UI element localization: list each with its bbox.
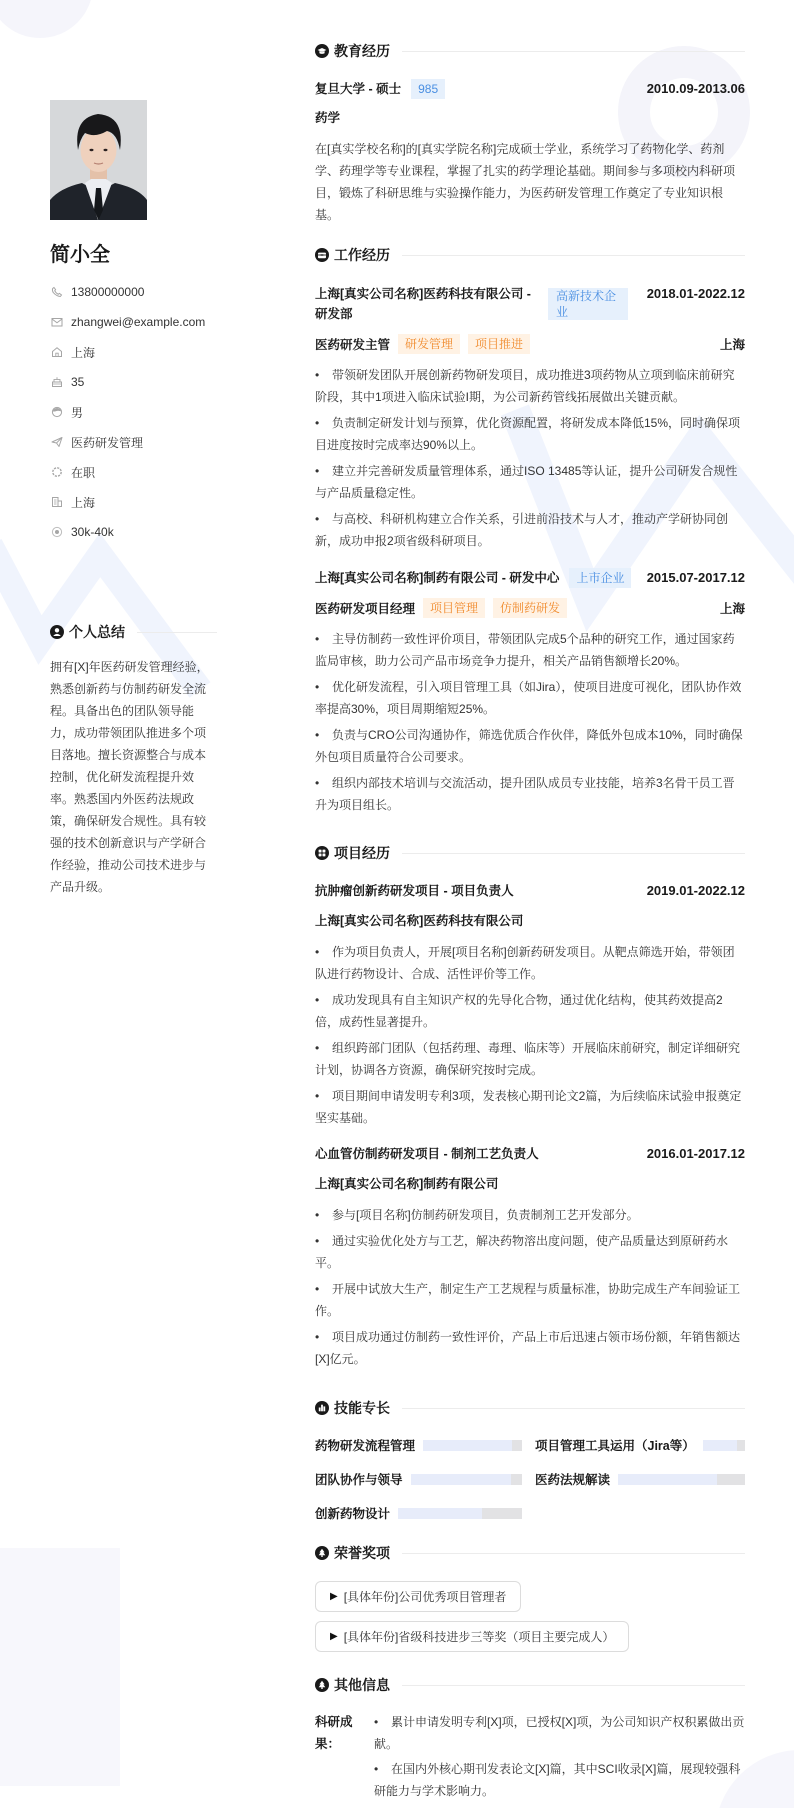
bullet-icon: • xyxy=(315,416,320,430)
skill-label: 团队协作与领导 xyxy=(315,1473,403,1487)
bar-chart-icon xyxy=(315,1401,329,1415)
list-item xyxy=(374,1711,745,1755)
caret-right-icon: ▶ xyxy=(330,1631,338,1642)
list-item xyxy=(315,772,745,816)
mail-icon xyxy=(51,316,63,328)
bullet-text: 参与[项目名称]仿制药研发项目，负责制剂工艺开发部分。 xyxy=(332,1208,639,1222)
project-company: 上海[真实公司名称]医药科技有限公司 xyxy=(315,914,524,928)
info-phone xyxy=(50,282,217,302)
info-email-value: zhangwei@example.com xyxy=(71,315,206,329)
grid-icon xyxy=(315,846,329,860)
role-title: 医药研发项目经理 xyxy=(315,602,416,616)
list-item xyxy=(315,1230,745,1274)
bullet-text: 开展中试放大生产，制定生产工艺规程与质量标准，协助完成生产车间验证工作。 xyxy=(315,1282,741,1318)
work-bullets xyxy=(315,364,745,552)
skill-label: 创新药物设计 xyxy=(315,1507,391,1521)
work-entry xyxy=(315,284,745,552)
phone-icon xyxy=(51,286,63,298)
work-entry-header xyxy=(315,568,745,588)
bullet-text: 带领研发团队开展创新药物研发项目，成功推进3项药物从立项到临床前研究阶段，其中1项进入临床试验I期，为公司新药管线拓展做出关键贡献。 xyxy=(315,368,735,404)
skill-item xyxy=(315,1469,522,1489)
bullet-icon: • xyxy=(374,1715,379,1729)
list-item xyxy=(374,1758,745,1802)
bullet-icon: • xyxy=(315,1208,320,1222)
gender-icon xyxy=(51,406,63,418)
bullet-text: 通过实验优化处方与工艺，解决药物溶出度问题，使产品质量达到原研药水平。 xyxy=(315,1234,729,1270)
divider xyxy=(402,1553,745,1554)
summary-title: 个人总结 xyxy=(69,624,125,640)
skill-label: 项目管理工具运用（Jira等） xyxy=(535,1439,695,1453)
award-item[interactable] xyxy=(315,1581,521,1612)
info-gender xyxy=(50,402,217,422)
info-job-intent-value: 医药研发管理 xyxy=(71,435,144,450)
tree-icon xyxy=(315,1678,329,1692)
bullet-text: 成功发现具有自主知识产权的先导化合物，通过优化结构，使其药效提高2倍，成药性显著提升。 xyxy=(315,993,723,1029)
bullet-text: 主导仿制药一致性评价项目，带领团队完成5个品种的研究工作，通过国家药监局审核，助力公司产品市场竞争力提升，相关产品销售额增长20%。 xyxy=(315,632,735,668)
list-item xyxy=(315,412,745,456)
bullet-icon: • xyxy=(315,945,320,959)
role-title: 医药研发主管 xyxy=(315,338,391,352)
list-item xyxy=(315,676,745,720)
skill-bar xyxy=(703,1440,745,1451)
list-item xyxy=(315,989,745,1033)
work-location: 上海 xyxy=(719,602,745,616)
education-section xyxy=(315,41,745,226)
award-icon xyxy=(315,1546,329,1560)
skill-bar xyxy=(411,1474,522,1485)
project-bullets xyxy=(315,1204,745,1370)
list-item xyxy=(315,724,745,768)
award-text: [具体年份]省级科技进步三等奖（项目主要完成人） xyxy=(343,1630,615,1644)
bullet-icon: • xyxy=(315,1089,320,1103)
bullet-icon: • xyxy=(315,1234,320,1248)
projects-title: 项目经历 xyxy=(334,845,390,861)
award-text: [具体年份]公司优秀项目管理者 xyxy=(343,1590,507,1604)
company-tag: 高新技术企业 xyxy=(548,288,628,320)
project-date: 2019.01-2022.12 xyxy=(646,883,745,898)
work-bullets xyxy=(315,628,745,816)
list-item xyxy=(315,1204,745,1226)
honors-title: 荣誉奖项 xyxy=(334,1545,390,1561)
info-location xyxy=(50,342,217,362)
bullet-text: 在国内外核心期刊发表论文[X]篇，其中SCI收录[X]篇，展现较强科研能力与学术影响力。 xyxy=(374,1762,741,1798)
info-salary-value: 30k-40k xyxy=(71,525,114,539)
info-status xyxy=(50,462,217,482)
school-tag: 985 xyxy=(411,79,445,99)
list-item xyxy=(315,1326,745,1370)
bullet-icon: • xyxy=(315,368,320,382)
bullet-icon: • xyxy=(374,1762,379,1776)
education-description: 在[真实学校名称]的[真实学院名称]完成硕士学业，系统学习了药物化学、药剂学、药理学等专业课程，掌握了扎实的药学理论基础。期间参与多项校内科研项目，锻炼了科研思维与实验操作能力，为医药研发管理工作奠定了专业知识根基。 xyxy=(315,142,736,222)
skill-bar-fill xyxy=(411,1474,511,1485)
projects-section-header xyxy=(315,843,745,863)
honors-section xyxy=(315,1543,745,1652)
role-tag: 研发管理 xyxy=(398,334,460,354)
caret-right-icon: ▶ xyxy=(330,1591,338,1602)
project-entry-header xyxy=(315,1144,745,1164)
role-tag: 项目管理 xyxy=(423,598,485,618)
salary-icon xyxy=(51,526,63,538)
bullet-icon: • xyxy=(315,1041,320,1055)
bullet-icon: • xyxy=(315,993,320,1007)
role-row xyxy=(315,598,745,618)
skill-label: 医药法规解读 xyxy=(535,1473,611,1487)
company-name: 上海[真实公司名称]医药科技有限公司 - 研发部 xyxy=(315,287,531,321)
user-icon xyxy=(50,625,64,639)
other-info-section xyxy=(315,1675,745,1802)
list-item xyxy=(315,1037,745,1081)
projects-section xyxy=(315,843,745,1370)
company-tag: 上市企业 xyxy=(569,568,631,588)
list-item xyxy=(315,941,745,985)
education-entry-header xyxy=(315,79,745,99)
company-name: 上海[真实公司名称]制药有限公司 - 研发中心 xyxy=(315,571,560,585)
briefcase-icon xyxy=(315,248,329,262)
role-tag: 项目推进 xyxy=(468,334,530,354)
skill-bar xyxy=(398,1508,522,1519)
info-phone-value: 13800000000 xyxy=(71,285,145,299)
research-achievements xyxy=(315,1711,745,1802)
project-entry xyxy=(315,1144,745,1370)
awards-list xyxy=(315,1581,745,1652)
sidebar xyxy=(50,100,217,898)
bullet-text: 组织内部技术培训与交流活动，提升团队成员专业技能，培养3名骨干员工晋升为项目组长。 xyxy=(315,776,735,812)
project-entry xyxy=(315,881,745,1129)
bullet-text: 组织跨部门团队（包括药理、毒理、临床等）开展临床前研究，制定详细研究计划，协调各方资源，确保研究按时完成。 xyxy=(315,1041,741,1077)
skill-label: 药物研发流程管理 xyxy=(315,1439,416,1453)
research-list xyxy=(374,1711,745,1802)
list-item xyxy=(315,1085,745,1129)
honors-section-header xyxy=(315,1543,745,1563)
divider xyxy=(137,632,217,633)
bullet-icon: • xyxy=(315,728,320,742)
skill-item xyxy=(535,1435,745,1455)
work-section xyxy=(315,245,745,816)
info-location-value: 上海 xyxy=(71,345,96,360)
divider xyxy=(402,853,745,854)
building-icon xyxy=(51,496,63,508)
project-name: 心血管仿制药研发项目 - 制剂工艺负责人 xyxy=(315,1147,539,1161)
project-entry-header xyxy=(315,881,745,901)
info-email xyxy=(50,312,217,332)
skill-bar-fill xyxy=(398,1508,482,1519)
bullet-text: 与高校、科研机构建立合作关系，引进前沿技术与人才，推动产学研协同创新，成功申报2项省级科研项目。 xyxy=(315,512,729,548)
graduation-cap-icon xyxy=(315,44,329,58)
education-entry xyxy=(315,79,745,226)
education-date: 2010.09-2013.06 xyxy=(646,81,745,96)
education-section-header xyxy=(315,41,745,61)
skill-bar-fill xyxy=(618,1474,717,1485)
work-section-header xyxy=(315,245,745,265)
candidate-name: 简小全 xyxy=(50,244,110,266)
research-label: 科研成果： xyxy=(315,1715,353,1751)
project-date: 2016.01-2017.12 xyxy=(646,1146,745,1161)
work-entry xyxy=(315,568,745,816)
summary-section-header xyxy=(50,622,217,642)
education-title: 教育经历 xyxy=(334,43,390,59)
work-location: 上海 xyxy=(719,338,745,352)
divider xyxy=(402,255,745,256)
skill-bar-fill xyxy=(703,1440,737,1451)
skill-bar xyxy=(618,1474,745,1485)
bullet-icon: • xyxy=(315,1330,320,1344)
info-age xyxy=(50,372,217,392)
main-content xyxy=(315,41,745,1802)
skill-bar xyxy=(423,1440,522,1451)
status-icon xyxy=(51,466,63,478)
bullet-icon: • xyxy=(315,464,320,478)
info-job-intent xyxy=(50,432,217,452)
skill-item xyxy=(315,1503,522,1523)
info-salary xyxy=(50,522,217,542)
list-item xyxy=(315,1278,745,1322)
education-major: 药学 xyxy=(315,111,341,125)
project-bullets xyxy=(315,941,745,1129)
bullet-icon: • xyxy=(315,1282,320,1296)
bullet-text: 作为项目负责人，开展[项目名称]创新药研发项目。从靶点筛选开始，带领团队进行药物设计、合成、活性评价等工作。 xyxy=(315,945,735,981)
paper-plane-icon xyxy=(51,436,63,448)
project-company: 上海[真实公司名称]制药有限公司 xyxy=(315,1177,499,1191)
role-tag: 仿制药研发 xyxy=(493,598,567,618)
divider xyxy=(402,51,745,52)
home-icon xyxy=(51,346,63,358)
other-info-title: 其他信息 xyxy=(334,1677,390,1693)
bullet-text: 负责制定研发计划与预算，优化资源配置，将研发成本降低15%，同时确保项目进度按时完成率达90%以上。 xyxy=(315,416,741,452)
skill-item xyxy=(535,1469,745,1489)
profile-photo xyxy=(50,100,147,220)
work-entry-header xyxy=(315,284,745,324)
other-info-section-header xyxy=(315,1675,745,1695)
bullet-text: 累计申请发明专利[X]项，已授权[X]项，为公司知识产权积累做出贡献。 xyxy=(374,1715,745,1751)
bullet-icon: • xyxy=(315,680,320,694)
award-item[interactable] xyxy=(315,1621,629,1652)
list-item xyxy=(315,628,745,672)
project-name: 抗肿瘤创新药研发项目 - 项目负责人 xyxy=(315,884,514,898)
bullet-icon: • xyxy=(315,776,320,790)
bullet-text: 项目期间申请发明专利3项，发表核心期刊论文2篇，为后续临床试验申报奠定坚实基础。 xyxy=(315,1089,742,1125)
work-date: 2015.07-2017.12 xyxy=(646,570,745,585)
bullet-text: 负责与CRO公司沟通协作，筛选优质合作伙伴，降低外包成本10%，同时确保外包项目质量符合公司要求。 xyxy=(315,728,743,764)
age-icon xyxy=(51,376,63,388)
skills-title: 技能专长 xyxy=(334,1400,390,1416)
info-city-value: 上海 xyxy=(71,495,96,510)
summary-text: 拥有[X]年医药研发管理经验，熟悉创新药与仿制药研发全流程。具备出色的团队领导能力，成功带领团队推进多个项目落地。擅长资源整合与成本控制，优化研发流程提升效率。熟悉国内外医药法规政策，确保研发合规性。具有较强的技术创新意识与产学研合作经验，推动公司技术进步与产品升级。 xyxy=(50,660,209,894)
skill-bar-fill xyxy=(423,1440,512,1451)
info-city xyxy=(50,492,217,512)
list-item xyxy=(315,508,745,552)
bullet-icon: • xyxy=(315,512,320,526)
info-age-value: 35 xyxy=(71,375,85,389)
role-row xyxy=(315,334,745,354)
list-item xyxy=(315,460,745,504)
divider xyxy=(402,1685,745,1686)
contact-info-list xyxy=(50,282,217,542)
bullet-icon: • xyxy=(315,632,320,646)
skills-section xyxy=(315,1398,745,1523)
info-gender-value: 男 xyxy=(71,405,84,420)
school-name: 复旦大学 - 硕士 xyxy=(315,82,402,96)
bullet-text: 优化研发流程，引入项目管理工具（如Jira），使项目进度可视化，团队协作效率提高30%，项目周期缩短25%。 xyxy=(315,680,742,716)
info-status-value: 在职 xyxy=(71,465,96,480)
skills-section-header xyxy=(315,1398,745,1418)
list-item xyxy=(315,364,745,408)
work-date: 2018.01-2022.12 xyxy=(646,286,745,301)
bullet-text: 项目成功通过仿制药一致性评价，产品上市后迅速占领市场份额，年销售额达[X]亿元。 xyxy=(315,1330,741,1366)
skill-item xyxy=(315,1435,522,1455)
divider xyxy=(402,1408,745,1409)
bullet-text: 建立并完善研发质量管理体系，通过ISO 13485等认证，提升公司研发合规性与产品质量稳定性。 xyxy=(315,464,738,500)
skills-grid xyxy=(315,1435,745,1523)
work-title: 工作经历 xyxy=(334,247,390,263)
